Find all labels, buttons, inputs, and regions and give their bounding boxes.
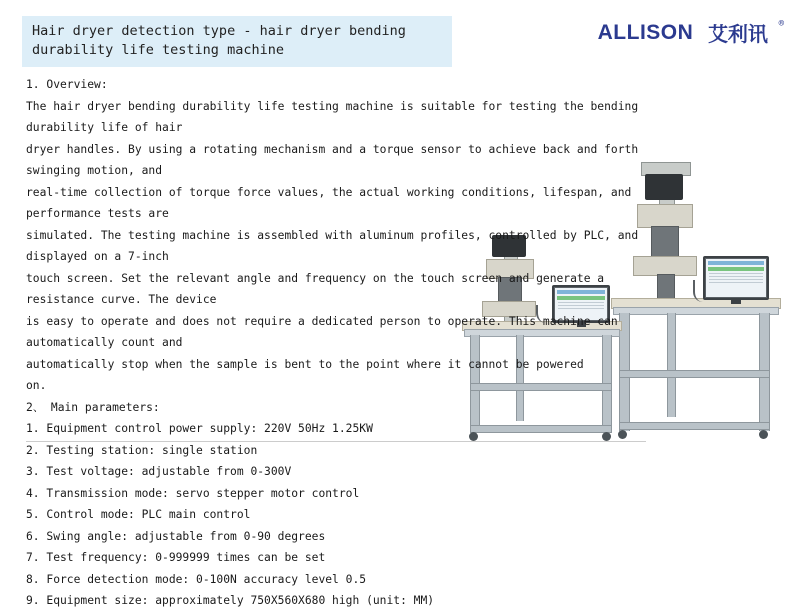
parameter-item: 9. Equipment size: approximately 750X560X680 high (unit: MM)	[26, 594, 435, 607]
bench-leg	[667, 313, 676, 417]
machine-cable	[693, 280, 709, 302]
page-title	[22, 16, 452, 67]
overview-line: real-time collection of torque force values, the actual working conditions, lifespan, and performance tests are	[26, 185, 639, 220]
monitor-stand	[731, 300, 741, 304]
overview-line: The hair dryer bending durability life testing machine is suitable for testing the bending durability life of hair	[26, 99, 645, 134]
overview-line: dryer handles. By using a rotating mechanism and a torque sensor to achieve back and forth swinging motion, and	[26, 142, 645, 177]
registered-trademark-icon: ®	[778, 19, 784, 29]
screen-line	[709, 282, 763, 283]
parameter-item: 1. Equipment control power supply: 220V 50Hz 1.25KW	[26, 422, 373, 435]
document-body	[26, 74, 656, 612]
parameter-item: 6. Swing angle: adjustable from 0-90 degrees	[26, 529, 326, 543]
screen-line	[709, 276, 763, 277]
overview-line: is easy to operate and does not require a dedicated person to operate. This machine can automatically count and	[26, 314, 625, 349]
brand-logo-chinese: 艾利讯	[707, 22, 768, 46]
screen-line	[709, 279, 763, 280]
brand-logo-text: ALLISON	[597, 20, 694, 44]
screen-bar-green	[708, 267, 764, 271]
bench-caster	[759, 430, 768, 439]
overview-line: simulated. The testing machine is assembled with aluminum profiles, controlled by PLC, and displayed on a 7-inch	[26, 228, 645, 263]
parameter-item: 8. Force detection mode: 0-100N accuracy level 0.5	[26, 572, 367, 586]
parameter-item: 7. Test frequency: 0-999999 times can be set	[26, 551, 326, 564]
screen-line	[709, 273, 763, 274]
overview-line: touch screen. Set the relevant angle and frequency on the touch screen and generate a resistance curve. The device	[26, 271, 611, 306]
parameter-item: 5. Control mode: PLC main control	[26, 508, 251, 521]
page-title-text: Hair dryer detection type - hair dryer bending durability life testing machine	[32, 23, 406, 58]
touch-screen-monitor	[703, 256, 769, 300]
monitor-screen	[705, 258, 767, 298]
parameters-list	[26, 418, 656, 612]
screen-bar-blue	[708, 261, 764, 265]
page-header	[0, 0, 800, 68]
machine-shaft	[657, 274, 675, 300]
brand-logo	[598, 18, 784, 47]
bottom-divider	[26, 441, 646, 442]
overview-line: automatically stop when the sample is bent to the point where it cannot be powered	[26, 357, 584, 371]
parameter-item: 2. Testing station: single station	[26, 443, 258, 457]
overview-paragraph	[26, 96, 656, 397]
parameters-heading: 2、 Main parameters:	[26, 400, 160, 414]
parameter-item: 3. Test voltage: adjustable from 0-300V	[26, 465, 292, 478]
overview-line: on.	[26, 379, 47, 392]
parameter-item: 4. Transmission mode: servo stepper motor control	[26, 486, 360, 500]
overview-heading: 1. Overview:	[26, 78, 108, 91]
